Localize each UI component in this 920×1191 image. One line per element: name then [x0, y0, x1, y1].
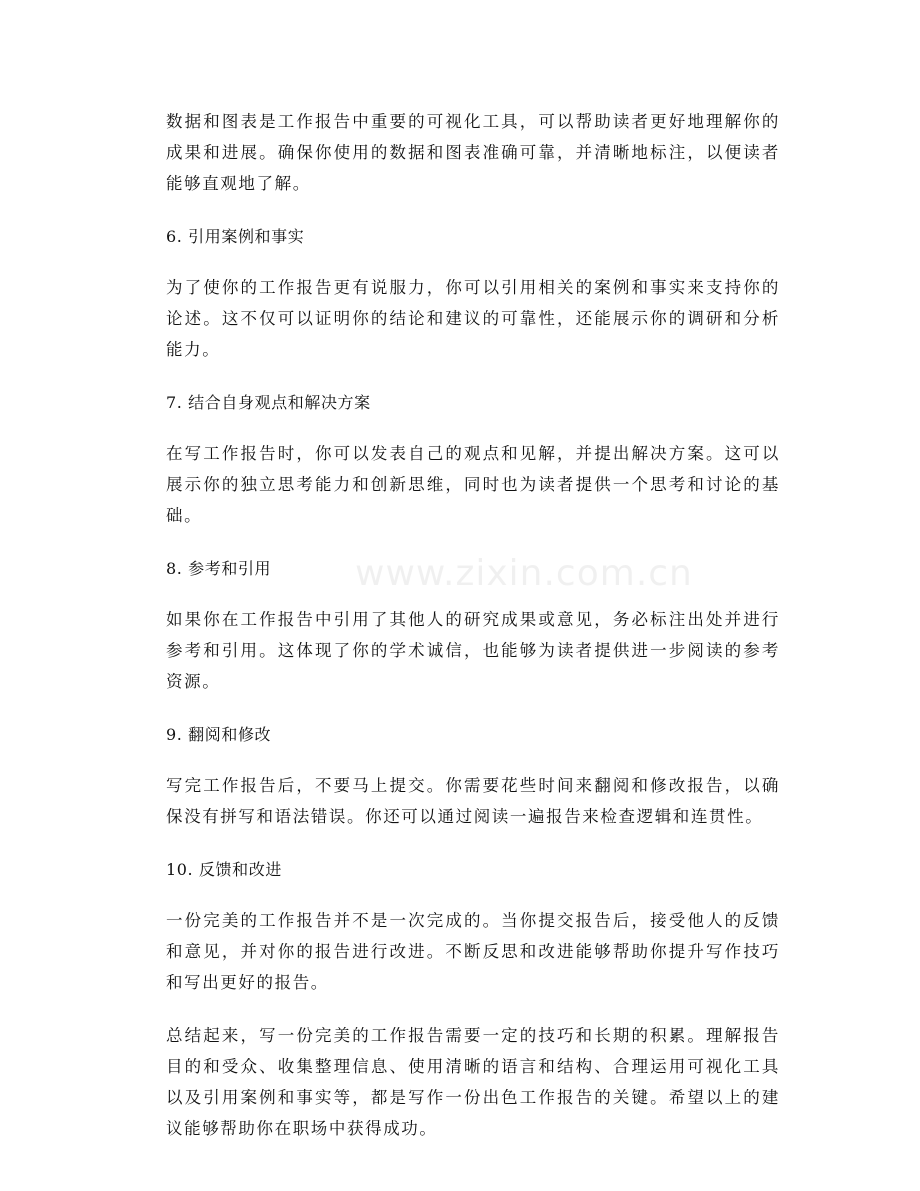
section-heading-7: 7. 结合自身观点和解决方案 [166, 393, 371, 412]
paragraph-summary: 总结起来，写一份完美的工作报告需要一定的技巧和长期的积累。理解报告目的和受众、收集整理信息、使用清晰的语言和结构、合理运用可视化工具以及引用案例和事实等，都是写作一份出色工作报告的关键。希望以上的建议能够帮助你在职场中获得成功。 [166, 1026, 780, 1138]
paragraph-viewpoints: 在写工作报告时，你可以发表自己的观点和见解，并提出解决方案。这可以展示你的独立思考能力和创新思维，同时也为读者提供一个思考和讨论的基础。 [166, 444, 780, 525]
paragraph-charts: 数据和图表是工作报告中重要的可视化工具，可以帮助读者更好地理解你的成果和进展。确保你使用的数据和图表准确可靠，并清晰地标注，以便读者能够直观地了解。 [166, 112, 780, 193]
paragraph-feedback: 一份完美的工作报告并不是一次完成的。当你提交报告后，接受他人的反馈和意见，并对你的报告进行改进。不断反思和改进能够帮助你提升写作技巧和写出更好的报告。 [166, 911, 780, 992]
section-heading-8: 8. 参考和引用 [166, 559, 272, 578]
watermark: www.zixin.com.cn [355, 553, 693, 594]
paragraph-revision: 写完工作报告后，不要马上提交。你需要花些时间来翻阅和修改报告，以确保没有拼写和语法错误。你还可以通过阅读一遍报告来检查逻辑和连贯性。 [166, 776, 780, 826]
paragraph-cases: 为了使你的工作报告更有说服力，你可以引用相关的案例和事实来支持你的论述。这不仅可以证明你的结论和建议的可靠性，还能展示你的调研和分析能力。 [166, 278, 780, 359]
paragraph-references: 如果你在工作报告中引用了其他人的研究成果或意见，务必标注出处并进行参考和引用。这体现了你的学术诚信，也能够为读者提供进一步阅读的参考资源。 [166, 610, 780, 691]
document-body [166, 106, 780, 1144]
section-heading-6: 6. 引用案例和事实 [166, 227, 305, 246]
section-heading-9: 9. 翻阅和修改 [166, 725, 272, 744]
section-heading-10: 10. 反馈和改进 [166, 860, 282, 879]
